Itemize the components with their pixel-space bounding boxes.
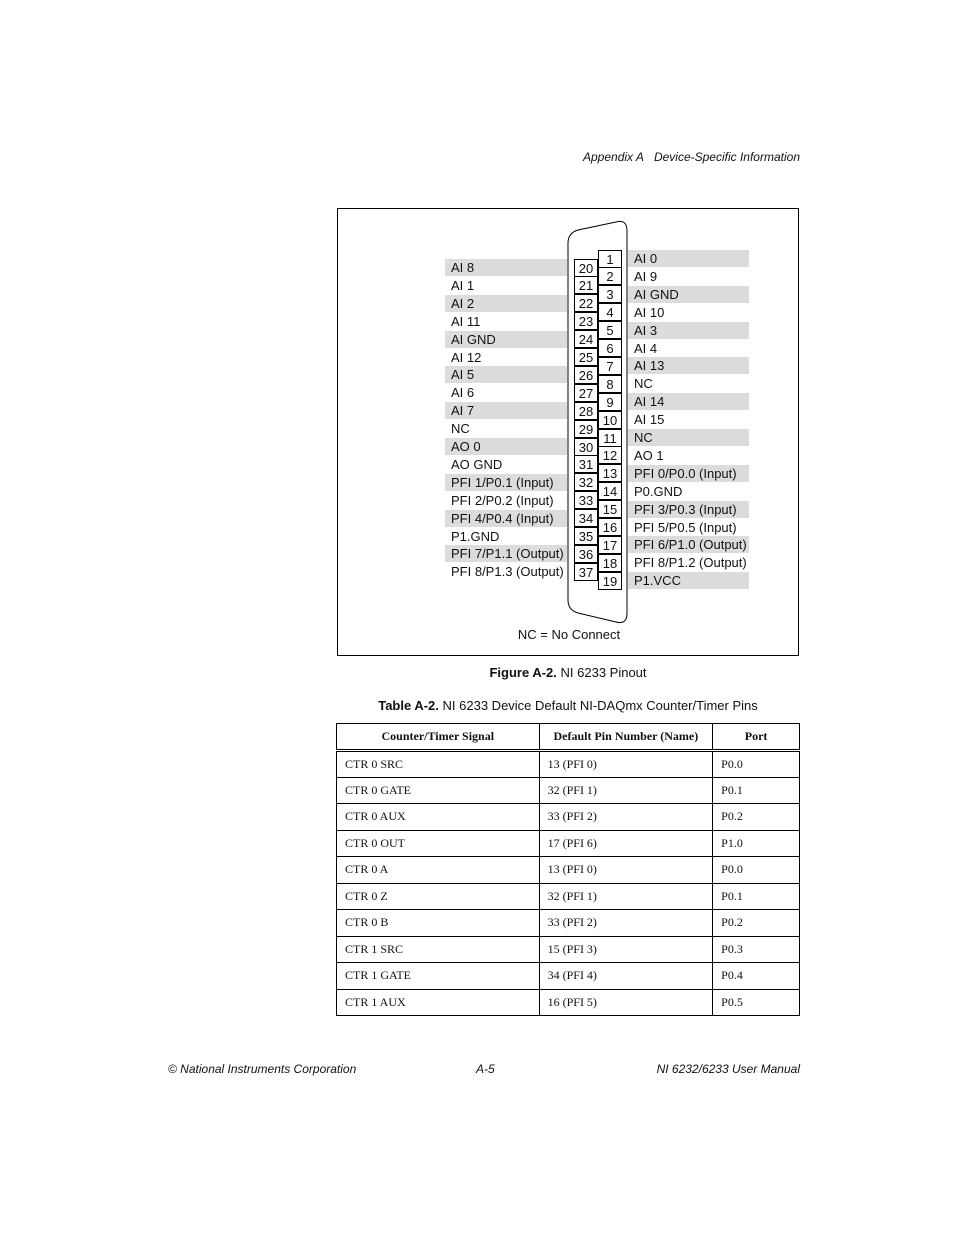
pin-label: AI 0 (628, 250, 749, 267)
pin-label: AI 4 (634, 340, 658, 356)
pin-label: P0.GND (634, 483, 683, 499)
counter-timer-table (336, 723, 800, 1016)
table-cell: CTR 0 AUX (337, 804, 540, 831)
pin-number: 24 (574, 330, 598, 348)
table-cell: P0.3 (713, 936, 800, 963)
pin-label: AI 6 (451, 385, 475, 401)
pin-number: 2 (598, 267, 622, 285)
pin-label: PFI 6/P1.0 (Output) (628, 536, 749, 553)
pin-label: PFI 8/P1.3 (Output) (451, 564, 564, 580)
table-cell: P0.0 (713, 857, 800, 884)
table-caption-number: Table A-2. (378, 698, 439, 713)
pin-label: AI 10 (634, 304, 665, 320)
pin-label: NC (628, 429, 749, 446)
pin-number: 31 (574, 455, 598, 473)
page-footer (0, 1062, 954, 1078)
pin-label: AI GND (628, 286, 749, 303)
page-header (0, 150, 954, 166)
table-row (337, 751, 800, 778)
pin-number: 20 (574, 259, 598, 277)
table-cell: 33 (PFI 2) (539, 910, 713, 937)
pin-number: 12 (598, 446, 622, 464)
table-header-row (337, 724, 800, 751)
table-cell: P0.1 (713, 883, 800, 910)
column-header: Port (713, 724, 800, 751)
pin-number: 33 (574, 491, 598, 509)
table-cell: CTR 1 SRC (337, 936, 540, 963)
table-cell: CTR 1 GATE (337, 963, 540, 990)
pin-number: 14 (598, 482, 622, 500)
pin-label: PFI 8/P1.2 (Output) (634, 555, 747, 571)
table-row (337, 936, 800, 963)
column-header: Counter/Timer Signal (337, 724, 540, 751)
pin-label: PFI 2/P0.2 (Input) (451, 492, 554, 508)
figure-note: NC = No Connect (517, 627, 621, 642)
pin-label: AI 2 (445, 295, 567, 312)
table-caption (337, 698, 799, 713)
pin-number: 25 (574, 348, 598, 366)
pin-number: 35 (574, 527, 598, 545)
footer-manual-title: NI 6232/6233 User Manual (656, 1062, 800, 1076)
pin-number: 19 (598, 572, 622, 590)
table-row (337, 830, 800, 857)
pin-number: 34 (574, 509, 598, 527)
footer-copyright: © National Instruments Corporation (168, 1062, 357, 1076)
table-cell: 17 (PFI 6) (539, 830, 713, 857)
pin-number: 8 (598, 375, 622, 393)
pin-label: AI GND (445, 331, 567, 348)
table-cell: P0.4 (713, 963, 800, 990)
pin-label: AI 3 (628, 322, 749, 339)
table-cell: 33 (PFI 2) (539, 804, 713, 831)
table-cell: CTR 0 Z (337, 883, 540, 910)
pin-number: 27 (574, 384, 598, 402)
table-cell: CTR 0 GATE (337, 777, 540, 804)
pin-label: AI 15 (634, 412, 665, 428)
pin-label: AO 1 (634, 447, 664, 463)
pin-label: PFI 0/P0.0 (Input) (628, 465, 749, 482)
pin-label: AO GND (451, 456, 503, 472)
table-cell: CTR 0 A (337, 857, 540, 884)
table-cell: CTR 0 B (337, 910, 540, 937)
header-appendix: Appendix A (583, 150, 644, 164)
pin-number: 11 (598, 429, 622, 447)
footer-page-number: A-5 (476, 1062, 495, 1076)
table-cell: P0.2 (713, 910, 800, 937)
table-row (337, 989, 800, 1016)
table-cell: 13 (PFI 0) (539, 751, 713, 778)
pin-label: AI 8 (445, 259, 567, 276)
table-caption-text: NI 6233 Device Default NI-DAQmx Counter/Timer Pins (442, 698, 758, 713)
table-row (337, 910, 800, 937)
table-cell: 13 (PFI 0) (539, 857, 713, 884)
pin-label: PFI 3/P0.3 (Input) (628, 501, 749, 518)
pin-number: 32 (574, 473, 598, 491)
pin-label: AI 11 (451, 313, 481, 329)
table-row (337, 777, 800, 804)
pin-label: NC (451, 421, 470, 437)
pin-number: 21 (574, 276, 598, 294)
pin-number: 29 (574, 420, 598, 438)
table-cell: P0.2 (713, 804, 800, 831)
pin-label: AI 13 (628, 357, 749, 374)
table-body (337, 751, 800, 1016)
pin-label: AI 7 (445, 402, 567, 419)
pin-label: PFI 5/P0.5 (Input) (634, 519, 737, 535)
table-row (337, 883, 800, 910)
pin-number: 13 (598, 464, 622, 482)
pin-number: 9 (598, 393, 622, 411)
pinout-figure (337, 208, 799, 656)
pin-number: 37 (574, 563, 598, 581)
table-cell: CTR 0 OUT (337, 830, 540, 857)
table-row (337, 963, 800, 990)
table-cell: 32 (PFI 1) (539, 777, 713, 804)
pin-label: AO 0 (445, 438, 567, 455)
pin-number: 36 (574, 545, 598, 563)
pin-number: 30 (574, 438, 598, 456)
figure-caption-text: NI 6233 Pinout (560, 665, 647, 680)
table-cell: 34 (PFI 4) (539, 963, 713, 990)
table-cell: 16 (PFI 5) (539, 989, 713, 1016)
table-cell: 15 (PFI 3) (539, 936, 713, 963)
table-row (337, 804, 800, 831)
pin-number: 23 (574, 312, 598, 330)
pin-label: AI 5 (445, 366, 567, 383)
pin-number: 22 (574, 294, 598, 312)
pin-number: 3 (598, 285, 622, 303)
table-cell: CTR 1 AUX (337, 989, 540, 1016)
table-cell: P0.5 (713, 989, 800, 1016)
pin-number: 17 (598, 536, 622, 554)
figure-caption-number: Figure A-2. (489, 665, 557, 680)
pin-number: 6 (598, 339, 622, 357)
pin-number: 7 (598, 357, 622, 375)
figure-caption (337, 665, 799, 680)
table-cell: P0.1 (713, 777, 800, 804)
pin-label: AI 14 (628, 393, 749, 410)
pin-number: 10 (598, 411, 622, 429)
pin-label: NC (634, 376, 653, 392)
table-cell: CTR 0 SRC (337, 751, 540, 778)
pin-number: 5 (598, 321, 622, 339)
pin-label: AI 1 (451, 277, 475, 293)
pin-number: 18 (598, 554, 622, 572)
pin-label: P1.VCC (628, 572, 749, 589)
pin-number: 4 (598, 303, 622, 321)
pin-number: 16 (598, 518, 622, 536)
column-header: Default Pin Number (Name) (539, 724, 713, 751)
pin-number: 28 (574, 402, 598, 420)
header-section: Device-Specific Information (653, 150, 800, 164)
table-cell: P1.0 (713, 830, 800, 857)
pin-label: AI 9 (634, 268, 658, 284)
pin-label: PFI 7/P1.1 (Output) (445, 545, 567, 562)
pin-label: PFI 1/P0.1 (Input) (445, 474, 567, 491)
table-cell: 32 (PFI 1) (539, 883, 713, 910)
pin-number: 1 (598, 250, 622, 268)
pin-label: PFI 4/P0.4 (Input) (445, 510, 567, 527)
pin-number: 26 (574, 366, 598, 384)
table-row (337, 857, 800, 884)
pin-number: 15 (598, 500, 622, 518)
pin-label: AI 12 (451, 349, 482, 365)
pin-label: P1.GND (451, 528, 500, 544)
table-cell: P0.0 (713, 751, 800, 778)
